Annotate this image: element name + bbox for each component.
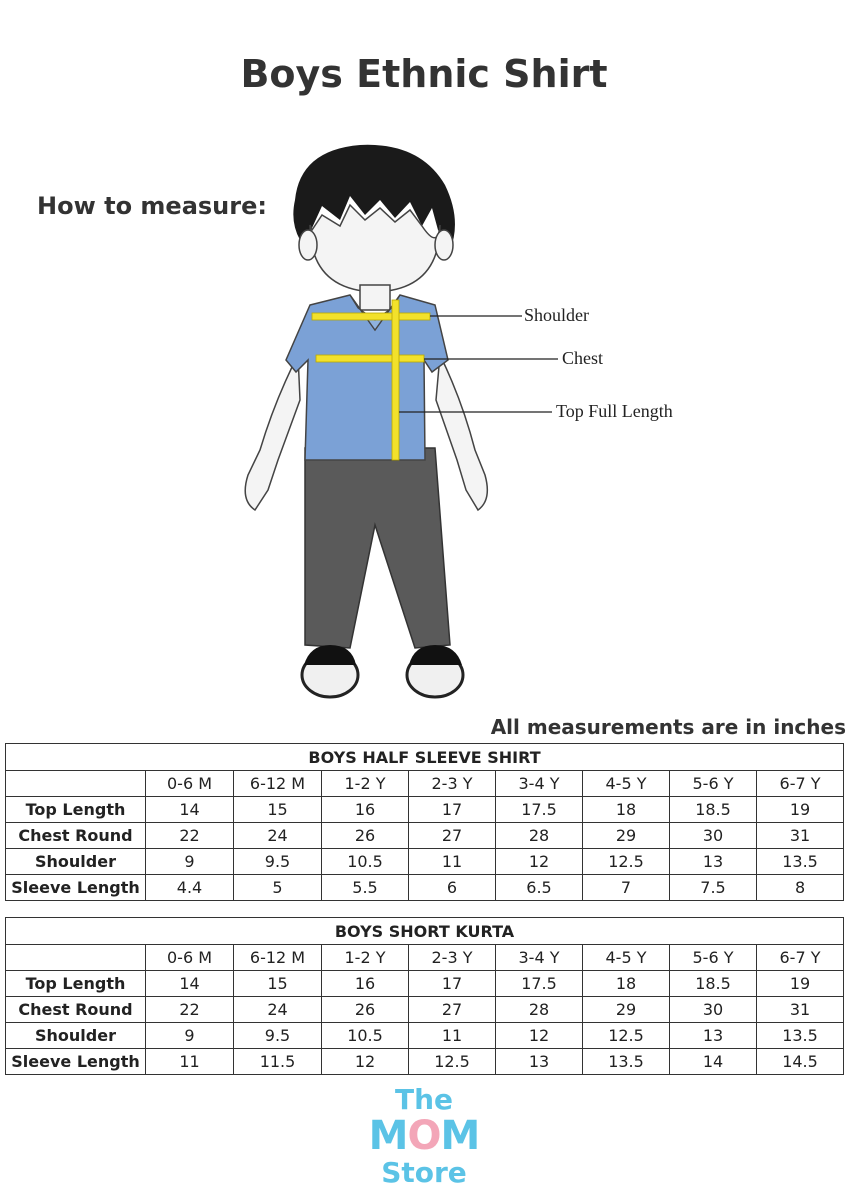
page-title: Boys Ethnic Shirt	[240, 52, 608, 96]
shoulder-label: Shoulder	[524, 305, 589, 325]
value-cell: 26	[322, 997, 409, 1023]
value-cell: 12	[496, 1023, 583, 1049]
size-header-cell: 2-3 Y	[409, 771, 496, 797]
value-cell: 9.5	[234, 1023, 322, 1049]
table-row	[6, 971, 844, 997]
header-blank-cell	[6, 771, 146, 797]
table-row	[6, 1023, 844, 1049]
value-cell: 9.5	[234, 849, 322, 875]
value-cell: 13	[670, 849, 757, 875]
value-cell: 24	[234, 823, 322, 849]
neck	[360, 285, 390, 310]
table-row	[6, 797, 844, 823]
value-cell: 6.5	[496, 875, 583, 901]
value-cell: 18.5	[670, 971, 757, 997]
table-row	[6, 823, 844, 849]
table-row	[6, 997, 844, 1023]
value-cell: 15	[234, 797, 322, 823]
size-header-cell: 4-5 Y	[583, 771, 670, 797]
size-header-cell: 3-4 Y	[496, 945, 583, 971]
value-cell: 8	[757, 875, 844, 901]
value-cell: 12	[322, 1049, 409, 1075]
logo-flower-o: O	[407, 1113, 441, 1159]
value-cell: 13.5	[757, 1023, 844, 1049]
size-header-cell: 5-6 Y	[670, 945, 757, 971]
value-cell: 13.5	[583, 1049, 670, 1075]
how-to-measure-heading: How to measure:	[37, 192, 267, 220]
value-cell: 27	[409, 823, 496, 849]
value-cell: 12.5	[409, 1049, 496, 1075]
value-cell: 16	[322, 797, 409, 823]
value-cell: 15	[234, 971, 322, 997]
value-cell: 18	[583, 797, 670, 823]
row-label-cell: Sleeve Length	[6, 875, 146, 901]
measurement-unit-note: All measurements are in inches	[490, 715, 846, 739]
table-caption: BOYS HALF SLEEVE SHIRT	[6, 744, 844, 771]
size-header-cell: 1-2 Y	[322, 771, 409, 797]
value-cell: 28	[496, 997, 583, 1023]
table-caption: BOYS SHORT KURTA	[6, 918, 844, 945]
chest-tape	[316, 355, 424, 362]
right-arm	[436, 355, 487, 510]
top-length-label: Top Full Length	[556, 401, 673, 421]
value-cell: 31	[757, 997, 844, 1023]
size-header-cell: 0-6 M	[146, 771, 234, 797]
value-cell: 28	[496, 823, 583, 849]
table-row	[6, 849, 844, 875]
value-cell: 26	[322, 823, 409, 849]
value-cell: 29	[583, 823, 670, 849]
value-cell: 13	[670, 1023, 757, 1049]
size-header-cell: 1-2 Y	[322, 945, 409, 971]
length-tape	[392, 300, 399, 460]
value-cell: 11.5	[234, 1049, 322, 1075]
value-cell: 17.5	[496, 971, 583, 997]
size-header-cell: 0-6 M	[146, 945, 234, 971]
value-cell: 10.5	[322, 1023, 409, 1049]
size-header-cell: 5-6 Y	[670, 771, 757, 797]
value-cell: 12.5	[583, 849, 670, 875]
value-cell: 16	[322, 971, 409, 997]
table-row	[6, 1049, 844, 1075]
logo-line-store: Store	[381, 1156, 467, 1189]
value-cell: 5	[234, 875, 322, 901]
value-cell: 22	[146, 823, 234, 849]
left-arm	[245, 355, 300, 510]
value-cell: 10.5	[322, 849, 409, 875]
value-cell: 27	[409, 997, 496, 1023]
value-cell: 14	[670, 1049, 757, 1075]
value-cell: 9	[146, 849, 234, 875]
value-cell: 11	[409, 1023, 496, 1049]
value-cell: 29	[583, 997, 670, 1023]
boy-measurement-illustration	[200, 130, 760, 720]
row-label-cell: Top Length	[6, 797, 146, 823]
value-cell: 5.5	[322, 875, 409, 901]
value-cell: 18.5	[670, 797, 757, 823]
chest-label: Chest	[562, 348, 604, 368]
pants	[305, 448, 450, 648]
size-header-cell: 4-5 Y	[583, 945, 670, 971]
left-ear	[299, 230, 317, 260]
size-header-cell: 6-12 M	[234, 771, 322, 797]
row-label-cell: Chest Round	[6, 997, 146, 1023]
short-kurta-size-table	[5, 917, 844, 1075]
value-cell: 9	[146, 1023, 234, 1049]
header-blank-cell	[6, 945, 146, 971]
value-cell: 22	[146, 997, 234, 1023]
value-cell: 17	[409, 797, 496, 823]
table-row	[6, 875, 844, 901]
value-cell: 6	[409, 875, 496, 901]
value-cell: 18	[583, 971, 670, 997]
value-cell: 19	[757, 797, 844, 823]
row-label-cell: Chest Round	[6, 823, 146, 849]
row-label-cell: Shoulder	[6, 1023, 146, 1049]
size-header-cell: 6-12 M	[234, 945, 322, 971]
half-sleeve-size-table	[5, 743, 844, 901]
value-cell: 12.5	[583, 1023, 670, 1049]
value-cell: 17	[409, 971, 496, 997]
value-cell: 13.5	[757, 849, 844, 875]
row-label-cell: Top Length	[6, 971, 146, 997]
logo-line-the: The	[394, 1083, 454, 1116]
value-cell: 30	[670, 997, 757, 1023]
row-label-cell: Sleeve Length	[6, 1049, 146, 1075]
table-header-row	[6, 771, 844, 797]
value-cell: 12	[496, 849, 583, 875]
value-cell: 11	[146, 1049, 234, 1075]
right-ear	[435, 230, 453, 260]
value-cell: 14	[146, 971, 234, 997]
value-cell: 13	[496, 1049, 583, 1075]
value-cell: 17.5	[496, 797, 583, 823]
value-cell: 14	[146, 797, 234, 823]
value-cell: 24	[234, 997, 322, 1023]
shoulder-tape	[312, 313, 430, 320]
size-header-cell: 6-7 Y	[757, 945, 844, 971]
value-cell: 14.5	[757, 1049, 844, 1075]
value-cell: 4.4	[146, 875, 234, 901]
value-cell: 30	[670, 823, 757, 849]
table-header-row	[6, 945, 844, 971]
size-header-cell: 2-3 Y	[409, 945, 496, 971]
value-cell: 31	[757, 823, 844, 849]
logo-line-mom: MOM	[368, 1113, 480, 1159]
size-header-cell: 3-4 Y	[496, 771, 583, 797]
value-cell: 7.5	[670, 875, 757, 901]
the-mom-store-logo	[364, 1085, 484, 1190]
boy-illustration-svg	[200, 130, 760, 720]
size-header-cell: 6-7 Y	[757, 771, 844, 797]
value-cell: 7	[583, 875, 670, 901]
row-label-cell: Shoulder	[6, 849, 146, 875]
value-cell: 19	[757, 971, 844, 997]
value-cell: 11	[409, 849, 496, 875]
